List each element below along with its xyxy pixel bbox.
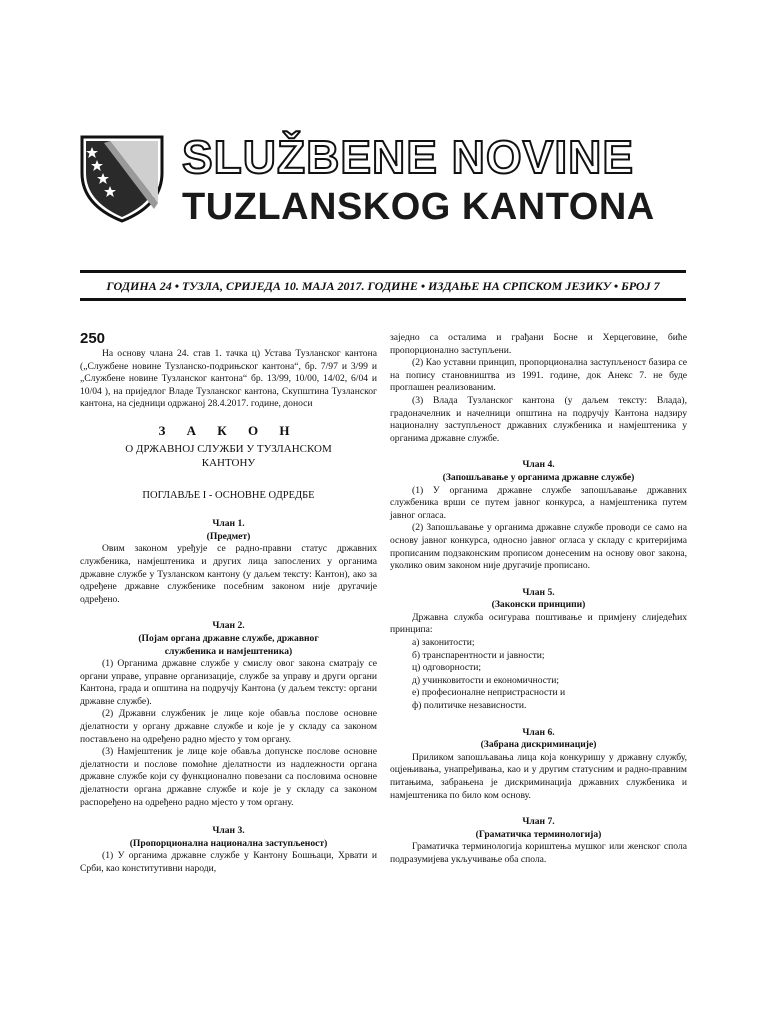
list-item: е) професионалне непристрасности и	[412, 687, 566, 699]
article-title: Члан 3.	[212, 825, 245, 837]
left-column	[80, 330, 377, 876]
law-subtitle	[80, 442, 377, 470]
article-subtitle: (Предмет)	[206, 530, 251, 542]
article-subtitle: (Пропорционална национална заступљеност)	[129, 837, 328, 849]
coat-of-arms-icon	[80, 133, 164, 223]
article-subtitle: (Забрана дискриминације)	[480, 739, 597, 751]
masthead	[0, 0, 768, 270]
newspaper-subtitle: TUZLANSKOG KANTONA	[182, 186, 655, 228]
newspaper-title: SLUŽBENE NOVINE	[182, 131, 635, 183]
paragraph: (3) Влада Тузланског кантона (у даљем тексту: Влада), градоначелник и начелници општина на подручју Кантона надзиру националну заступљеност државних службеника и намјештеника у органима државне службе.	[390, 394, 687, 444]
list-item: а) законитости;	[412, 637, 475, 649]
list-item: ф) политичке независности.	[412, 700, 527, 712]
act-number: 250	[80, 330, 106, 347]
top-rule	[80, 270, 686, 273]
paragraph: заједно са осталима и грађани Босне и Херцеговине, биће пропорционално заступљени.	[390, 332, 687, 356]
article-subtitle: (Запошљавање у органима државне службе)	[442, 471, 635, 483]
list-item: ц) одговорности;	[412, 662, 482, 674]
paragraph: Државна служба осигурава поштивање и примјену слиједећих принципа:	[390, 611, 687, 636]
paragraph: (2) Као уставни принцип, пропорционална заступљеност базира се на попису становништва из 1991. године, док Анекс 7. не буде проглашен реализованим.	[390, 357, 687, 394]
paragraph: (1) Органима државне службе у смислу овог закона сматрају се органи управе, управне организације, службе за управу и други органи Кантона, града и општина на подручју Кантона (у даљем тексту: органи државне службе).	[80, 658, 377, 707]
paragraph: (3) Намјештеник је лице које обавља допунске послове основне дјелатности и послове помоћне дјелатности из надлежности органа државне службе који су функционално повезани са пословима основне дјелатности органа државне службе и које је у складу са законом распоређено на одређено радно мјесто у том органу.	[80, 746, 377, 808]
preamble: На основу члана 24. став 1. тачка ц) Устава Тузланског кантона („Службене новине Тузланско-подрињског кантона“, бр. 7/97 и 3/99 и „Службене новине Тузланског кантона“ бр. 13/99, 10/00, 14/02, 6/04 и 10/04 ), на приједлог Владе Тузланског кантона, Скупштина Тузланског кантона, на сједници одржаној 28.4.2017. године, доноси	[80, 348, 377, 410]
article-title: Члан 4.	[522, 459, 555, 471]
paragraph: (1) У органима државне службе у Кантону Бошњаци, Хрвати и Срби, као конститутивни народи,	[80, 850, 377, 874]
article-title: Члан 1.	[212, 518, 245, 530]
law-title: З А К О Н	[158, 422, 299, 438]
paragraph: (2) Државни службеник је лице које обавља послове основне дјелатности у органу државне службе и које је у складу са законом постављено на одређено радно мјесто у том органу.	[80, 708, 377, 745]
list-item: д) учинковитости и економичности;	[412, 674, 560, 686]
law-subtitle-line: О ДРЖАВНОЈ СЛУЖБИ У ТУЗЛАНСКОМ	[125, 442, 332, 455]
list-item: б) транспарентности и јавности;	[412, 649, 545, 661]
article-subtitle: (Граматичка терминологија)	[475, 828, 602, 840]
paragraph: (1) У органима државне службе запошљавање државних службеника врши се путем јавног конкурса, а намјештеника путем јавног огласа.	[390, 484, 687, 521]
article-subtitle: службеника и намјештеника)	[164, 645, 293, 657]
principles-list	[390, 637, 687, 713]
article-title: Члан 7.	[522, 816, 555, 828]
paragraph: Приликом запошљавања лица која конкуришу у државну службу, оцјењивања, унапређивања, као и у другим статусним и радно-правним питањима, забрањена је дискриминација државних службеника и намјештеника по било ком основу.	[390, 751, 687, 801]
article-title: Члан 5.	[522, 586, 555, 598]
article-subtitle: (Законски принципи)	[491, 599, 586, 611]
issue-line: ГОДИНА 24 • ТУЗЛА, СРИЈЕДА 10. МАЈА 2017. ГОДИНЕ • ИЗДАЊЕ НА СРПСКОМ ЈЕЗИКУ • БРОЈ 7	[106, 279, 660, 293]
bottom-rule	[80, 298, 686, 301]
law-subtitle-line: КАНТОНУ	[201, 456, 256, 469]
article-title: Члан 2.	[212, 620, 245, 632]
paragraph: (2) Запошљавање у органима државне службе проводи се само на основу јавног конкурса, односно јавног огласа у складу с критеријима прописаним подзаконским прописом донесеним на основу овог закона, уколико овим законом није другачије прописано.	[390, 522, 687, 572]
article-title: Члан 6.	[522, 726, 555, 738]
right-column	[390, 332, 687, 867]
article-subtitle: (Појам органа државне службе, државног	[138, 632, 319, 644]
paragraph: Граматичка терминологија кориштења мушког или женског спола подразумијева укључивање оба спола.	[390, 841, 687, 865]
chapter-heading: ПОГЛАВЉЕ I - ОСНОВНЕ ОДРЕДБЕ	[142, 489, 315, 501]
paragraph: Овим законом уређује се радно-правни статус државних службеника, намјештеника и других лица запослених у органима државне службе у Тузланском кантону (у даљем тексту: Кантон), ако за одређене државне службенике посебним законом није другачије одређено.	[80, 543, 377, 605]
